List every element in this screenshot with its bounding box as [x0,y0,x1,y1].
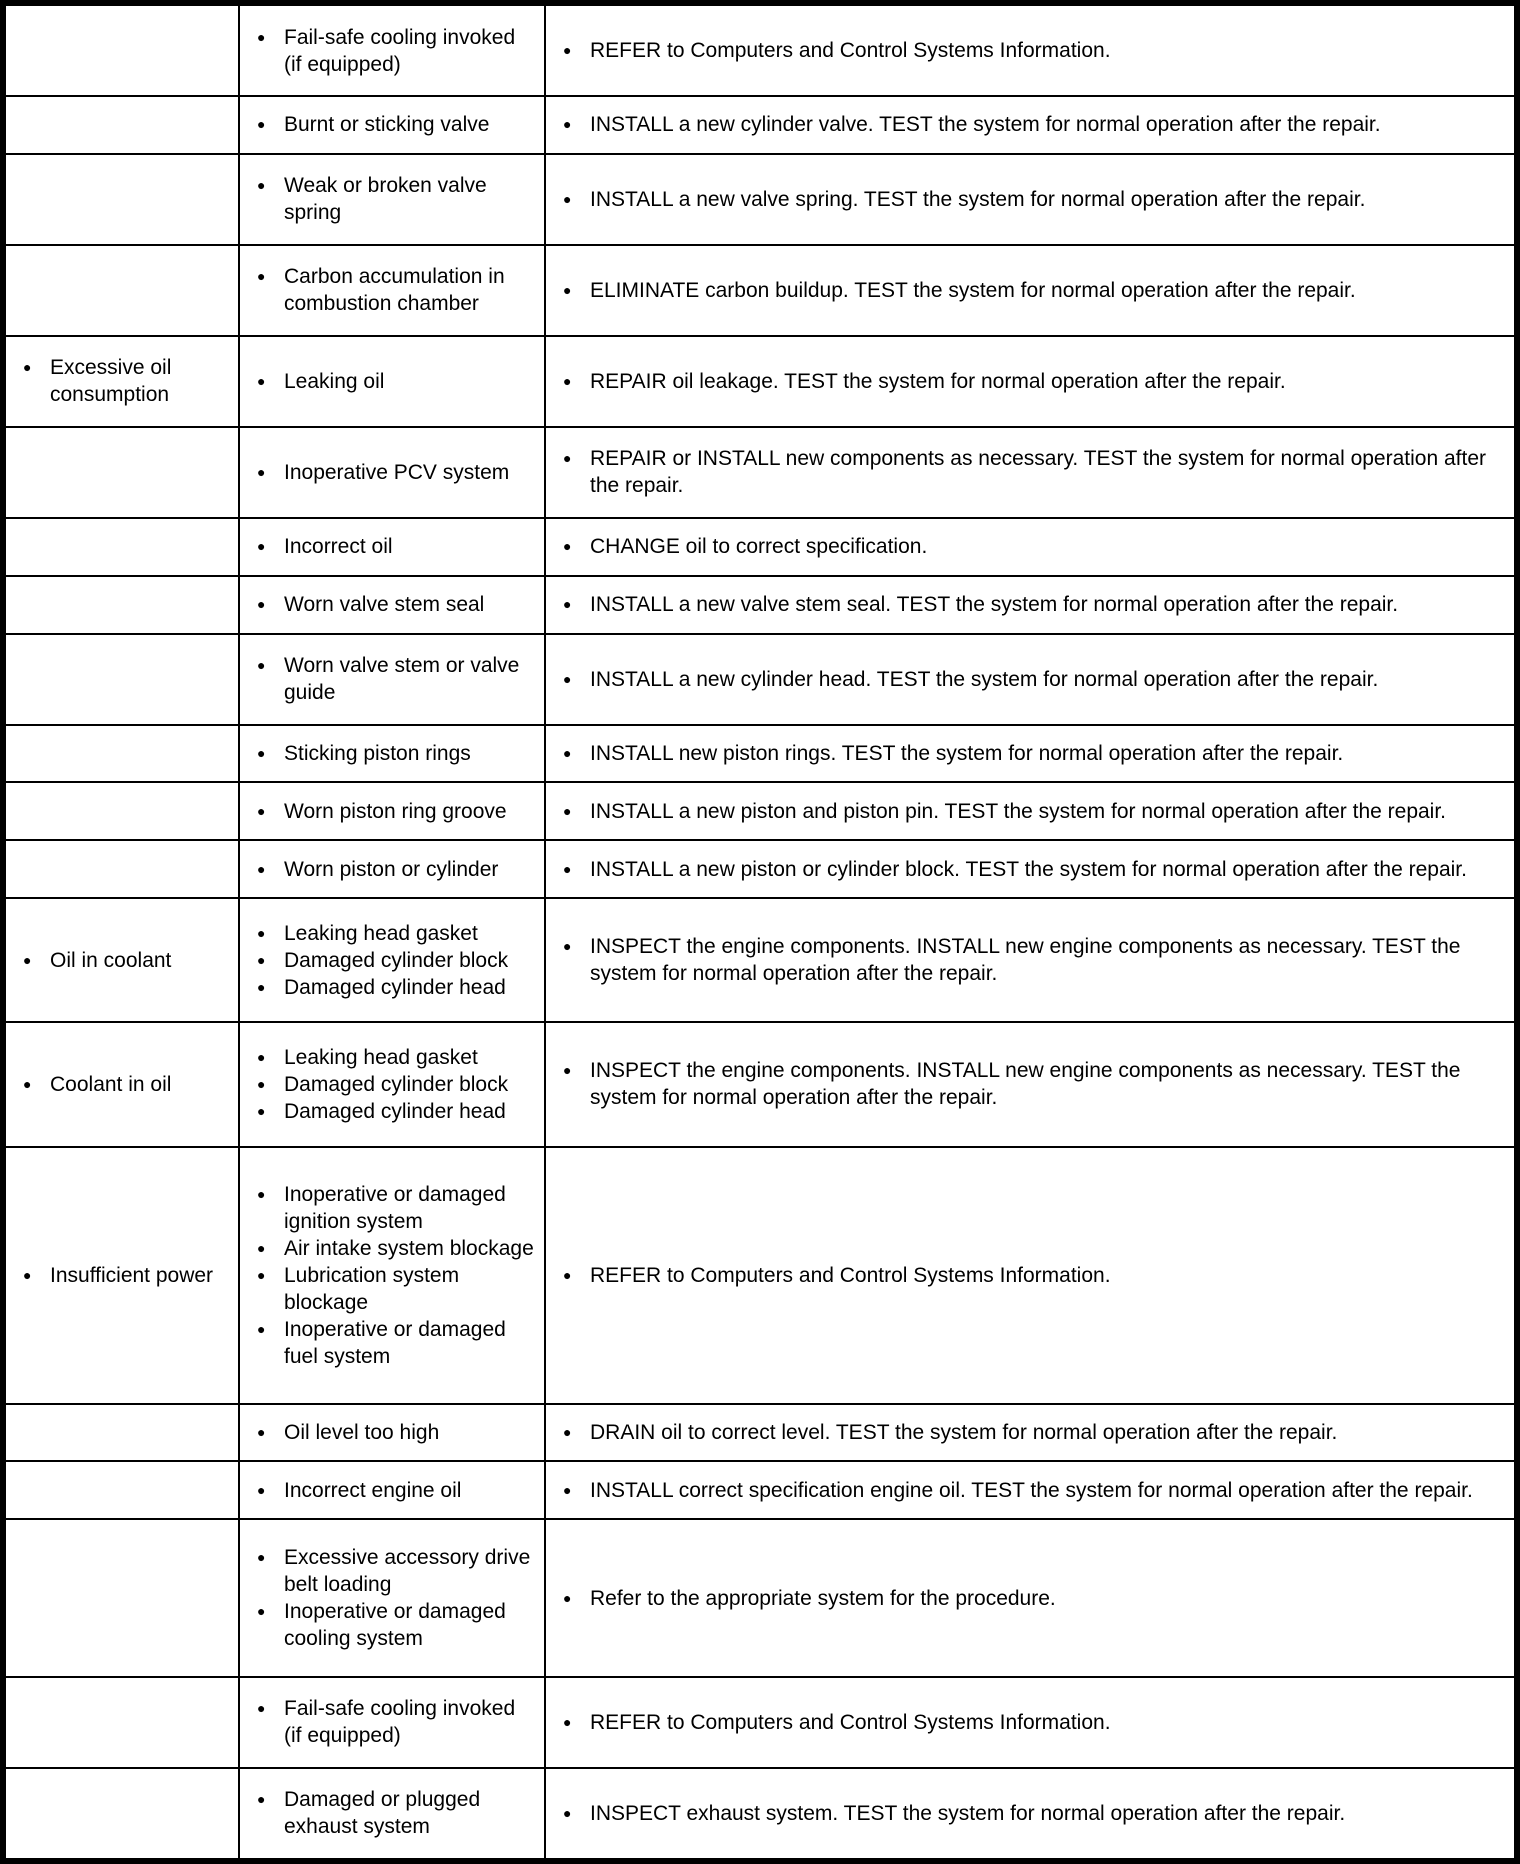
action-item: ● INSTALL a new cylinder valve. TEST the system for normal operation after the repair. [560,111,1504,138]
actions-cell [545,1022,1515,1146]
table-row [5,1147,1515,1404]
condition-list [20,1071,228,1098]
condition-list [20,354,228,408]
condition-cell [5,898,239,1022]
actions-cell [545,1147,1515,1404]
sources-cell [239,576,545,634]
sources-cell [239,898,545,1022]
table-row [5,1461,1515,1519]
actions-cell [545,725,1515,783]
actions-cell [545,245,1515,336]
actions-list [560,933,1504,987]
condition-cell [5,1404,239,1462]
action-item: ● INSPECT the engine components. INSTALL new engine components as necessary. TEST the system for normal operation after the repair. [560,1057,1504,1111]
table-row [5,840,1515,898]
action-item: ● REPAIR oil leakage. TEST the system for normal operation after the repair. [560,368,1504,395]
condition-list [20,1262,228,1289]
table-row [5,154,1515,245]
action-item: ● Refer to the appropriate system for the procedure. [560,1585,1504,1612]
source-item: ● Damaged cylinder block [254,1071,534,1098]
table-row [5,576,1515,634]
actions-cell [545,96,1515,154]
condition-cell [5,427,239,518]
action-item: ● INSTALL a new piston and piston pin. TEST the system for normal operation after the repair. [560,798,1504,825]
sources-cell [239,1147,545,1404]
sources-list [254,1544,534,1652]
condition-cell [5,1461,239,1519]
source-item: ● Leaking oil [254,368,534,395]
action-item: ● REFER to Computers and Control Systems Information. [560,1709,1504,1736]
sources-cell [239,245,545,336]
actions-cell [545,518,1515,576]
source-item: ● Worn valve stem seal [254,591,534,618]
action-item: ● INSTALL a new piston or cylinder block. TEST the system for normal operation after the repair. [560,856,1504,883]
sources-list [254,24,534,78]
table-row [5,96,1515,154]
sources-cell [239,1022,545,1146]
source-item: ● Damaged cylinder head [254,974,534,1001]
actions-list [560,186,1504,213]
sources-list [254,1477,534,1504]
actions-cell [545,576,1515,634]
condition-cell [5,1768,239,1859]
actions-cell [545,1404,1515,1462]
sources-list [254,856,534,883]
source-item: ● Damaged cylinder block [254,947,534,974]
action-item: ● ELIMINATE carbon buildup. TEST the system for normal operation after the repair. [560,277,1504,304]
condition-item: ● Coolant in oil [20,1071,228,1098]
sources-cell [239,1404,545,1462]
actions-list [560,1419,1504,1446]
sources-cell [239,336,545,427]
source-item: ● Burnt or sticking valve [254,111,534,138]
sources-list [254,1044,534,1125]
actions-list [560,591,1504,618]
actions-list [560,1585,1504,1612]
table-row [5,898,1515,1022]
source-item: ● Fail-safe cooling invoked (if equipped) [254,1695,534,1749]
sources-list [254,652,534,706]
sources-list [254,1419,534,1446]
source-item: ● Leaking head gasket [254,920,534,947]
actions-cell [545,782,1515,840]
actions-list [560,533,1504,560]
source-item: ● Leaking head gasket [254,1044,534,1071]
source-item: ● Carbon accumulation in combustion chamber [254,263,534,317]
sources-cell [239,1461,545,1519]
source-item: ● Excessive accessory drive belt loading [254,1544,534,1598]
action-item: ● INSTALL a new cylinder head. TEST the system for normal operation after the repair. [560,666,1504,693]
actions-cell [545,5,1515,96]
actions-cell [545,1519,1515,1676]
action-item: ● INSPECT the engine components. INSTALL new engine components as necessary. TEST the system for normal operation after the repair. [560,933,1504,987]
sources-cell [239,427,545,518]
source-item: ● Inoperative or damaged cooling system [254,1598,534,1652]
table-row [5,634,1515,725]
condition-cell [5,1677,239,1768]
sources-list [254,1181,534,1370]
source-item: ● Worn piston ring groove [254,798,534,825]
table-row [5,245,1515,336]
condition-cell [5,634,239,725]
sources-list [254,920,534,1001]
condition-cell [5,1519,239,1676]
diagnostics-table-body [5,5,1515,1859]
actions-list [560,1057,1504,1111]
action-item: ● INSPECT exhaust system. TEST the system for normal operation after the repair. [560,1800,1504,1827]
source-item: ● Weak or broken valve spring [254,172,534,226]
condition-cell [5,245,239,336]
source-item: ● Worn piston or cylinder [254,856,534,883]
table-row [5,1519,1515,1676]
action-item: ● REPAIR or INSTALL new components as necessary. TEST the system for normal operation after the repair. [560,445,1504,499]
source-item: ● Damaged or plugged exhaust system [254,1786,534,1840]
sources-cell [239,634,545,725]
actions-cell [545,634,1515,725]
condition-cell [5,576,239,634]
action-item: ● CHANGE oil to correct specification. [560,533,1504,560]
sources-list [254,111,534,138]
actions-list [560,1800,1504,1827]
actions-cell [545,1677,1515,1768]
actions-cell [545,154,1515,245]
actions-list [560,1709,1504,1736]
sources-cell [239,1519,545,1676]
table-row [5,725,1515,783]
table-row [5,518,1515,576]
actions-list [560,37,1504,64]
condition-item: ● Excessive oil consumption [20,354,228,408]
sources-list [254,1786,534,1840]
condition-cell [5,725,239,783]
sources-cell [239,725,545,783]
actions-list [560,445,1504,499]
sources-list [254,1695,534,1749]
condition-cell [5,1022,239,1146]
sources-list [254,368,534,395]
action-item: ● INSTALL correct specification engine oil. TEST the system for normal operation after the repair. [560,1477,1504,1504]
source-item: ● Air intake system blockage [254,1235,534,1262]
table-row [5,1022,1515,1146]
sources-cell [239,518,545,576]
source-item: ● Sticking piston rings [254,740,534,767]
action-item: ● REFER to Computers and Control Systems Information. [560,37,1504,64]
sources-list [254,172,534,226]
actions-list [560,368,1504,395]
actions-cell [545,1768,1515,1859]
table-row [5,5,1515,96]
source-item: ● Damaged cylinder head [254,1098,534,1125]
action-item: ● REFER to Computers and Control Systems Information. [560,1262,1504,1289]
actions-list [560,277,1504,304]
condition-item: ● Oil in coolant [20,947,228,974]
actions-cell [545,427,1515,518]
action-item: ● INSTALL a new valve stem seal. TEST the system for normal operation after the repair. [560,591,1504,618]
source-item: ● Incorrect oil [254,533,534,560]
sources-cell [239,782,545,840]
actions-list [560,798,1504,825]
sources-cell [239,840,545,898]
sources-list [254,591,534,618]
table-row [5,336,1515,427]
sources-cell [239,1677,545,1768]
sources-list [254,459,534,486]
diagnostics-table [4,4,1516,1860]
condition-list [20,947,228,974]
source-item: ● Worn valve stem or valve guide [254,652,534,706]
actions-cell [545,1461,1515,1519]
table-row [5,1404,1515,1462]
source-item: ● Incorrect engine oil [254,1477,534,1504]
source-item: ● Lubrication system blockage [254,1262,534,1316]
table-row [5,782,1515,840]
actions-list [560,1477,1504,1504]
source-item: ● Fail-safe cooling invoked (if equipped) [254,24,534,78]
actions-list [560,740,1504,767]
actions-list [560,666,1504,693]
sources-list [254,533,534,560]
sources-cell [239,1768,545,1859]
condition-cell [5,840,239,898]
condition-cell [5,5,239,96]
actions-list [560,111,1504,138]
sources-list [254,263,534,317]
actions-list [560,856,1504,883]
condition-cell [5,518,239,576]
action-item: ● INSTALL new piston rings. TEST the system for normal operation after the repair. [560,740,1504,767]
table-row [5,1768,1515,1859]
sources-cell [239,154,545,245]
condition-cell [5,336,239,427]
table-row [5,427,1515,518]
actions-cell [545,898,1515,1022]
sources-cell [239,5,545,96]
source-item: ● Inoperative or damaged ignition system [254,1181,534,1235]
actions-list [560,1262,1504,1289]
condition-item: ● Insufficient power [20,1262,228,1289]
table-row [5,1677,1515,1768]
source-item: ● Inoperative or damaged fuel system [254,1316,534,1370]
condition-cell [5,1147,239,1404]
source-item: ● Oil level too high [254,1419,534,1446]
sources-list [254,798,534,825]
condition-cell [5,782,239,840]
source-item: ● Inoperative PCV system [254,459,534,486]
actions-cell [545,840,1515,898]
action-item: ● INSTALL a new valve spring. TEST the system for normal operation after the repair. [560,186,1504,213]
action-item: ● DRAIN oil to correct level. TEST the system for normal operation after the repair. [560,1419,1504,1446]
sources-list [254,740,534,767]
sources-cell [239,96,545,154]
condition-cell [5,96,239,154]
actions-cell [545,336,1515,427]
condition-cell [5,154,239,245]
